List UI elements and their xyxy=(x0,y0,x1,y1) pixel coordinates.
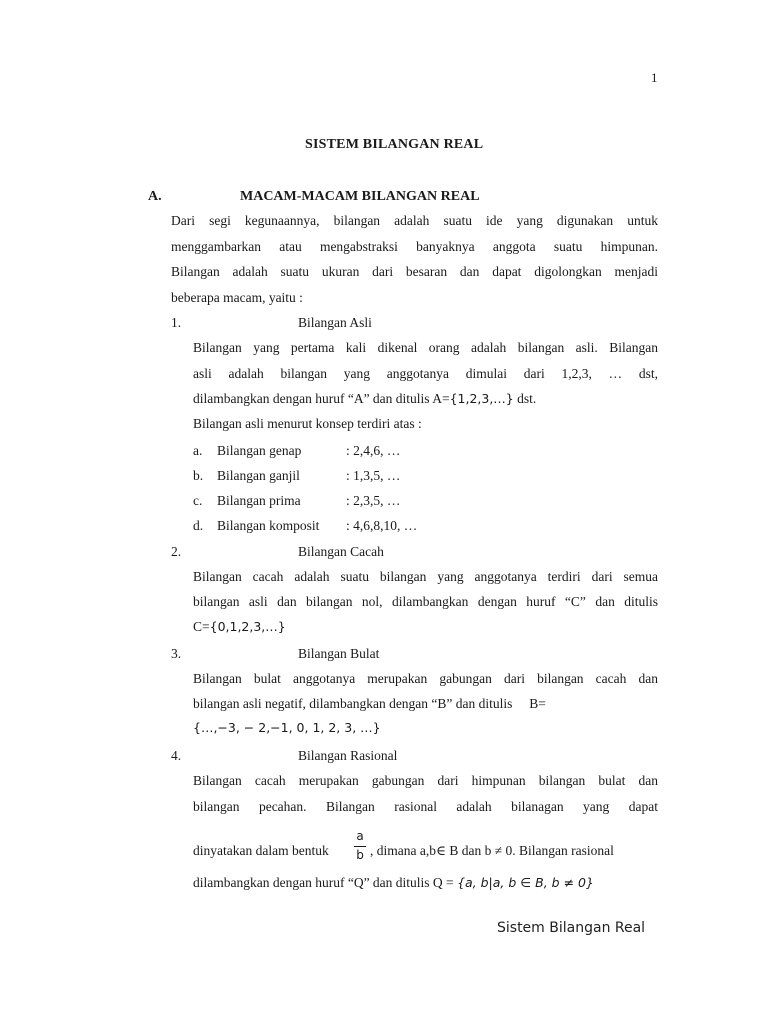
subtype-values: : 2,3,5, … xyxy=(346,493,401,508)
page-footer: Sistem Bilangan Real xyxy=(497,920,646,936)
intro-line: Dari segi kegunaannya, bilangan adalah suatu ide yang digunakan untuk xyxy=(171,213,658,228)
item-line xyxy=(193,391,536,407)
item-line-text: C= xyxy=(193,619,210,634)
item-line: Bilangan bulat anggotanya merupakan gabungan dari bilangan cacah dan xyxy=(193,671,658,686)
set-notation: {0,1,2,3,…} xyxy=(209,619,286,634)
item-number: 4. xyxy=(171,748,182,763)
intro-line: beberapa macam, yaitu : xyxy=(171,290,303,305)
item-line-end: dst. xyxy=(513,391,537,406)
item-line: asli adalah bilangan yang anggotanya dimulai dari 1,2,3, … dst, xyxy=(193,366,658,381)
intro-line: menggambarkan atau mengabstraksi banyaknya anggota suatu himpunan. xyxy=(171,239,658,254)
page-number: 1 xyxy=(651,70,658,85)
set-notation: {1,2,3,…} xyxy=(449,391,514,406)
document-title: SISTEM BILANGAN REAL xyxy=(305,137,484,152)
item-line: bilangan asli dan bilangan nol, dilambangkan dengan huruf “C” dan ditulis xyxy=(193,594,658,609)
section-title: MACAM-MACAM BILANGAN REAL xyxy=(240,189,480,204)
item-heading: Bilangan Asli xyxy=(298,315,372,330)
item-line: Bilangan cacah merupakan gabungan dari himpunan bilangan bulat dan xyxy=(193,773,658,788)
subtype-letter: a. xyxy=(193,443,203,458)
fraction-denominator: b xyxy=(356,848,364,862)
subtype-name: Bilangan komposit xyxy=(217,518,320,533)
intro-line: Bilangan adalah suatu ukuran dari besaran dan dapat digolongkan menjadi xyxy=(171,264,658,279)
subtype-name: Bilangan ganjil xyxy=(217,468,300,483)
subtype-name: Bilangan genap xyxy=(217,443,302,458)
fraction-numerator: a xyxy=(356,829,364,843)
item-number: 2. xyxy=(171,544,182,559)
item-line xyxy=(193,875,594,891)
subtype-letter: d. xyxy=(193,518,204,533)
item-number: 3. xyxy=(171,646,182,661)
item-heading: Bilangan Bulat xyxy=(298,646,380,661)
item-line: Bilangan cacah adalah suatu bilangan yang anggotanya terdiri dari semua xyxy=(193,569,658,584)
item-line: bilangan asli negatif, dilambangkan dengan “B” dan ditulis B= xyxy=(193,696,546,711)
set-notation: {a, b|a, b ∈ B, b ≠ 0} xyxy=(457,875,594,890)
set-notation: {…,−3, − 2,−1, 0, 1, 2, 3, …} xyxy=(193,720,381,735)
subtype-letter: b. xyxy=(193,468,204,483)
item-line-text: dinyatakan dalam bentuk xyxy=(193,843,329,858)
section-letter: A. xyxy=(148,189,162,204)
item-line-rest: , dimana a,b∈ B dan b ≠ 0. Bilangan rasional xyxy=(370,843,614,858)
subtype-name: Bilangan prima xyxy=(217,493,301,508)
item-heading: Bilangan Rasional xyxy=(298,748,398,763)
item-number: 1. xyxy=(171,315,182,330)
item-line-text: dilambangkan dengan huruf “A” dan ditulis A= xyxy=(193,391,450,406)
subtype-values: : 2,4,6, … xyxy=(346,443,401,458)
item-line: bilangan pecahan. Bilangan rasional adalah bilanagan yang dapat xyxy=(193,799,658,814)
item-line xyxy=(193,619,286,635)
item-line-text: dilambangkan dengan huruf “Q” dan ditulis Q = xyxy=(193,875,458,890)
subtype-values: : 1,3,5, … xyxy=(346,468,401,483)
item-line: Bilangan yang pertama kali dikenal orang adalah bilangan asli. Bilangan xyxy=(193,340,658,355)
subtype-values: : 4,6,8,10, … xyxy=(346,518,418,533)
fraction-bar xyxy=(354,846,366,847)
item-heading: Bilangan Cacah xyxy=(298,544,384,559)
subtype-letter: c. xyxy=(193,493,203,508)
subtypes-intro: Bilangan asli menurut konsep terdiri atas : xyxy=(193,416,422,431)
